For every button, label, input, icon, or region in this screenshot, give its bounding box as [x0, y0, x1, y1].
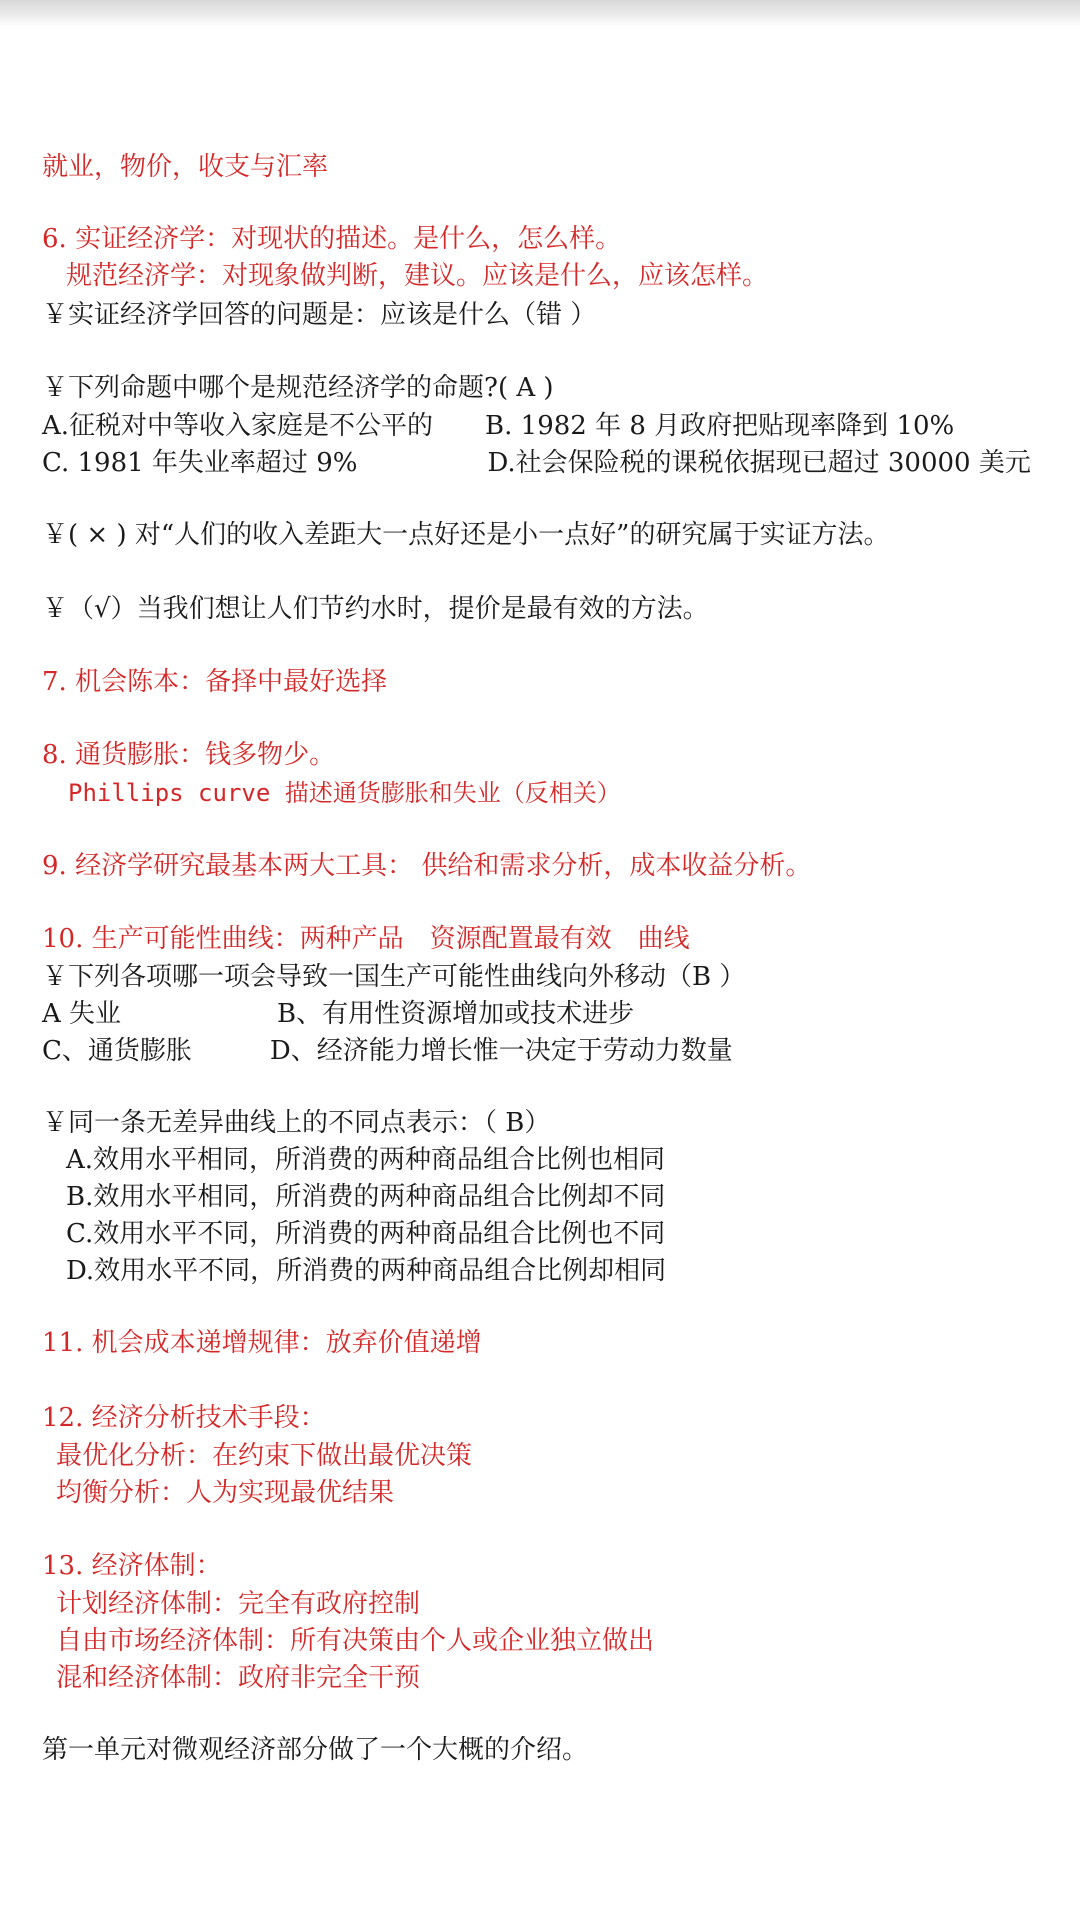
- option-line: B.效用水平相同，所消费的两种商品组合比例却不同: [66, 1182, 666, 1212]
- option-line: C. 1981 年失业率超过 9% D.社会保险税的课税依据现已超过 30000 美元: [42, 448, 1031, 478]
- heading-10: 10. 生产可能性曲线：两种产品 资源配置最有效 曲线: [42, 924, 690, 954]
- text-line: 均衡分析：人为实现最优结果: [56, 1478, 395, 1508]
- text-line: 混和经济体制：政府非完全干预: [56, 1663, 421, 1693]
- option-line: A.效用水平相同，所消费的两种商品组合比例也相同: [66, 1145, 666, 1175]
- question-line: ￥( × ) 对“人们的收入差距大一点好还是小一点好”的研究属于实证方法。: [42, 520, 890, 550]
- heading-8: 8. 通货膨胀：钱多物少。: [42, 740, 336, 770]
- option-line: A.征税对中等收入家庭是不公平的 B. 1982 年 8 月政府把贴现率降到 10%: [42, 411, 955, 441]
- heading-12: 12. 经济分析技术手段：: [42, 1403, 326, 1433]
- text-line: 就业，物价，收支与汇率: [42, 152, 329, 182]
- heading-7: 7. 机会陈本：备择中最好选择: [42, 667, 388, 697]
- heading-6: 6. 实证经济学：对现状的描述。是什么，怎么样。: [42, 224, 622, 254]
- heading-13: 13. 经济体制：: [42, 1551, 222, 1581]
- option-line: C、通货膨胀 D、经济能力增长惟一决定于劳动力数量: [42, 1036, 733, 1066]
- question-line: ￥下列各项哪一项会导致一国生产可能性曲线向外移动（B ）: [42, 962, 746, 992]
- heading-11: 11. 机会成本递增规律：放弃价值递增: [42, 1328, 482, 1358]
- text-line: 最优化分析：在约束下做出最优决策: [56, 1441, 473, 1471]
- question-line: ￥同一条无差异曲线上的不同点表示：（ B）: [42, 1108, 551, 1138]
- text-line: 计划经济体制：完全有政府控制: [56, 1589, 421, 1619]
- question-line: ￥下列命题中哪个是规范经济学的命题?( A ): [42, 373, 554, 403]
- option-line: D.效用水平不同，所消费的两种商品组合比例却相同: [66, 1256, 667, 1286]
- text-line: 规范经济学：对现象做判断，建议。应该是什么，应该怎样。: [66, 261, 769, 291]
- question-line: ￥（√）当我们想让人们节约水时，提价是最有效的方法。: [42, 594, 709, 624]
- summary-line: 第一单元对微观经济部分做了一个大概的介绍。: [42, 1735, 589, 1765]
- heading-9: 9. 经济学研究最基本两大工具： 供给和需求分析，成本收益分析。: [42, 851, 812, 881]
- question-line: ￥实证经济学回答的问题是：应该是什么（错 ）: [42, 300, 597, 330]
- top-shadow-bar: [0, 0, 1080, 26]
- text-line: Phillips curve 描述通货膨胀和失业（反相关）: [68, 779, 621, 807]
- option-line: C.效用水平不同，所消费的两种商品组合比例也不同: [66, 1219, 666, 1249]
- text-line: 自由市场经济体制：所有决策由个人或企业独立做出: [56, 1626, 655, 1656]
- option-line: A 失业 B、有用性资源增加或技术进步: [42, 999, 635, 1029]
